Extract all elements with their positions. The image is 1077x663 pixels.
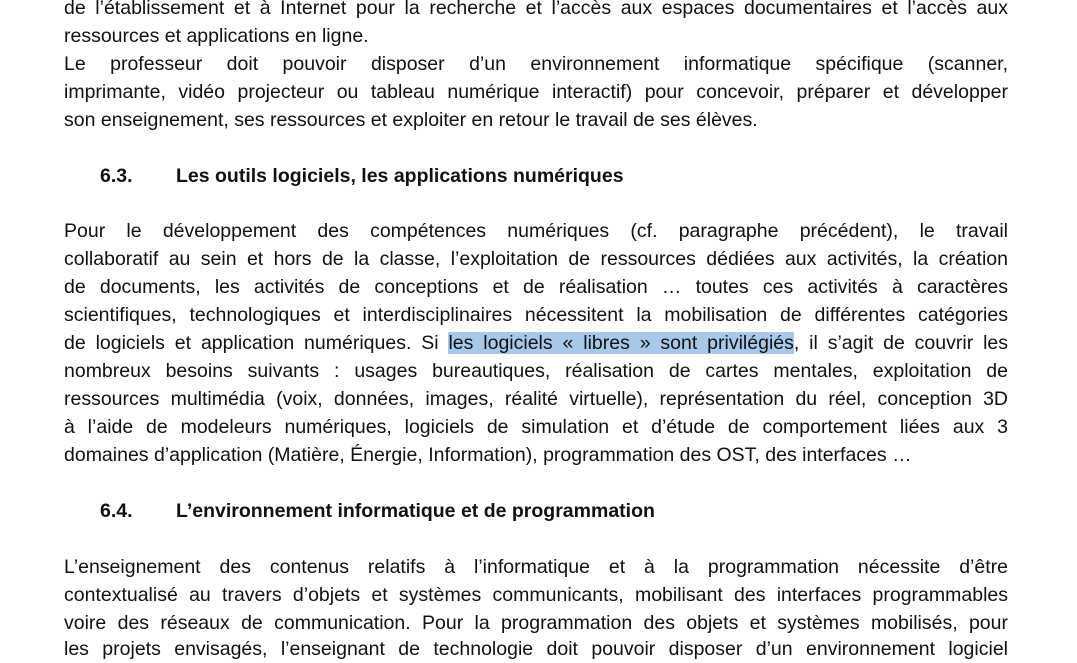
paragraph-line: de l’établissement et à Internet pour la recherche et l’accès aux espaces documentaires et l’accès aux	[64, 0, 1008, 19]
section-number-6-4: 6.4.	[100, 500, 133, 522]
paragraph-line: son enseignement, ses ressources et exploiter en retour le travail de ses élèves.	[64, 109, 758, 131]
paragraph-line: L’enseignement des contenus relatifs à l’informatique et à la programmation nécessite d’être	[64, 556, 1008, 578]
paragraph-line: les projets envisagés, l’enseignant de technologie doit pouvoir disposer d’un environnement logiciel	[64, 638, 1008, 660]
section-title-6-3: Les outils logiciels, les applications numériques	[176, 165, 624, 187]
paragraph-line: domaines d’application (Matière, Énergie, Information), programmation des OST, des interfaces …	[64, 444, 912, 466]
paragraph-line: voire des réseaux de communication. Pour la programmation des objets et systèmes mobilisés, pour	[64, 612, 1008, 634]
paragraph-line: contextualisé au travers d’objets et systèmes communicants, mobilisant des interfaces programmables	[64, 584, 1008, 606]
paragraph-line: de documents, les activités de conceptions et de réalisation … toutes ces activités à caractères	[64, 276, 1008, 298]
selected-text-highlight[interactable]: les logiciels « libres » sont privilégiés	[448, 332, 794, 354]
paragraph-line: ressources multimédia (voix, données, images, réalité virtuelle), représentation du réel, conception 3D	[64, 388, 1008, 410]
text-run: , il s’agit de couvrir les	[793, 332, 1008, 354]
paragraph-line: nombreux besoins suivants : usages bureautiques, réalisation de cartes mentales, exploitation de	[64, 360, 1008, 382]
section-number-6-3: 6.3.	[100, 165, 133, 187]
paragraph-line: à l’aide de modeleurs numériques, logiciels de simulation et d’étude de comportement liées aux 3	[64, 416, 1008, 438]
paragraph-line: Le professeur doit pouvoir disposer d’un environnement informatique spécifique (scanner,	[64, 53, 1008, 75]
paragraph-line: ressources et applications en ligne.	[64, 25, 369, 47]
paragraph-line: imprimante, vidéo projecteur ou tableau numérique interactif) pour concevoir, préparer et développer	[64, 81, 1008, 103]
paragraph-line: scientifiques, technologiques et interdisciplinaires nécessitent la mobilisation de différentes catégories	[64, 304, 1008, 326]
section-title-6-4: L’environnement informatique et de programmation	[176, 500, 655, 522]
paragraph-line: Pour le développement des compétences numériques (cf. paragraphe précédent), le travail	[64, 220, 1008, 242]
text-run: de logiciels et application numériques. Si	[64, 332, 449, 354]
paragraph-line-with-selection	[64, 329, 1008, 357]
paragraph-line: collaboratif au sein et hors de la classe, l’exploitation de ressources dédiées aux activités, la création	[64, 248, 1008, 270]
